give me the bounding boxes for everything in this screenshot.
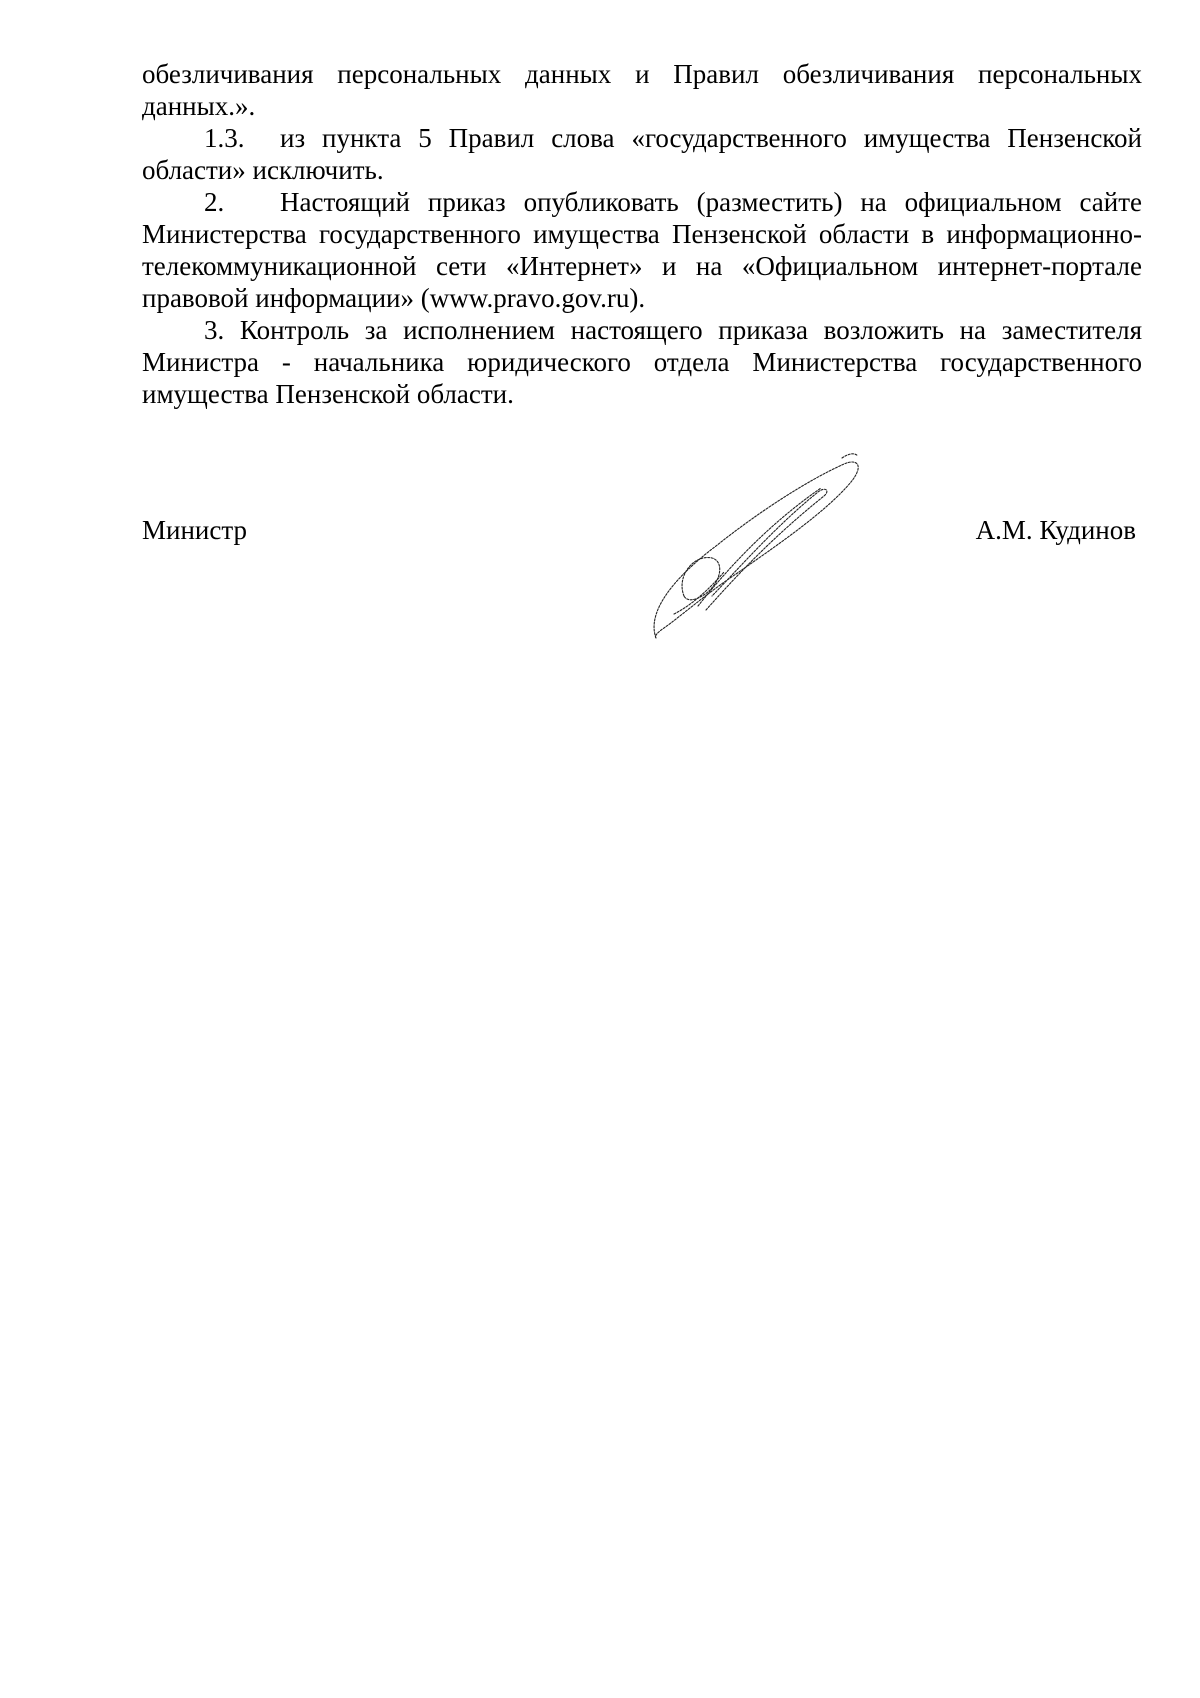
- paragraph-number: 1.3.: [204, 123, 245, 153]
- document-body: [142, 58, 1142, 410]
- paragraph-text: 3. Контроль за исполнением настоящего приказа возложить на заместителя Министра - начальника юридического отдела Министерства государственного имущества Пензенской области.: [142, 315, 1142, 409]
- paragraph-text: обезличивания персональных данных и Правил обезличивания персональных данных.».: [142, 59, 1142, 121]
- paragraph-2: [142, 186, 1142, 314]
- signature-block: [142, 514, 1142, 546]
- paragraph-text: Настоящий приказ опубликовать (разместить) на официальном сайте Министерства государственного имущества Пензенской области в информационно-телекоммуникационной сети «Интернет» и на «Официальном интернет-портале правовой информации» (www.pravo.gov.ru).: [142, 187, 1142, 313]
- paragraph-number: 2.: [204, 187, 225, 217]
- paragraph-3: [142, 314, 1142, 410]
- signatory-name: А.М. Кудинов: [975, 515, 1136, 545]
- handwritten-signature: [646, 446, 876, 646]
- paragraph-text: из пункта 5 Правил слова «государственного имущества Пензенской области» исключить.: [142, 123, 1142, 185]
- paragraph-1-3: [142, 122, 1142, 186]
- paragraph-continuation: [142, 58, 1142, 122]
- signatory-title: Министр: [142, 515, 247, 545]
